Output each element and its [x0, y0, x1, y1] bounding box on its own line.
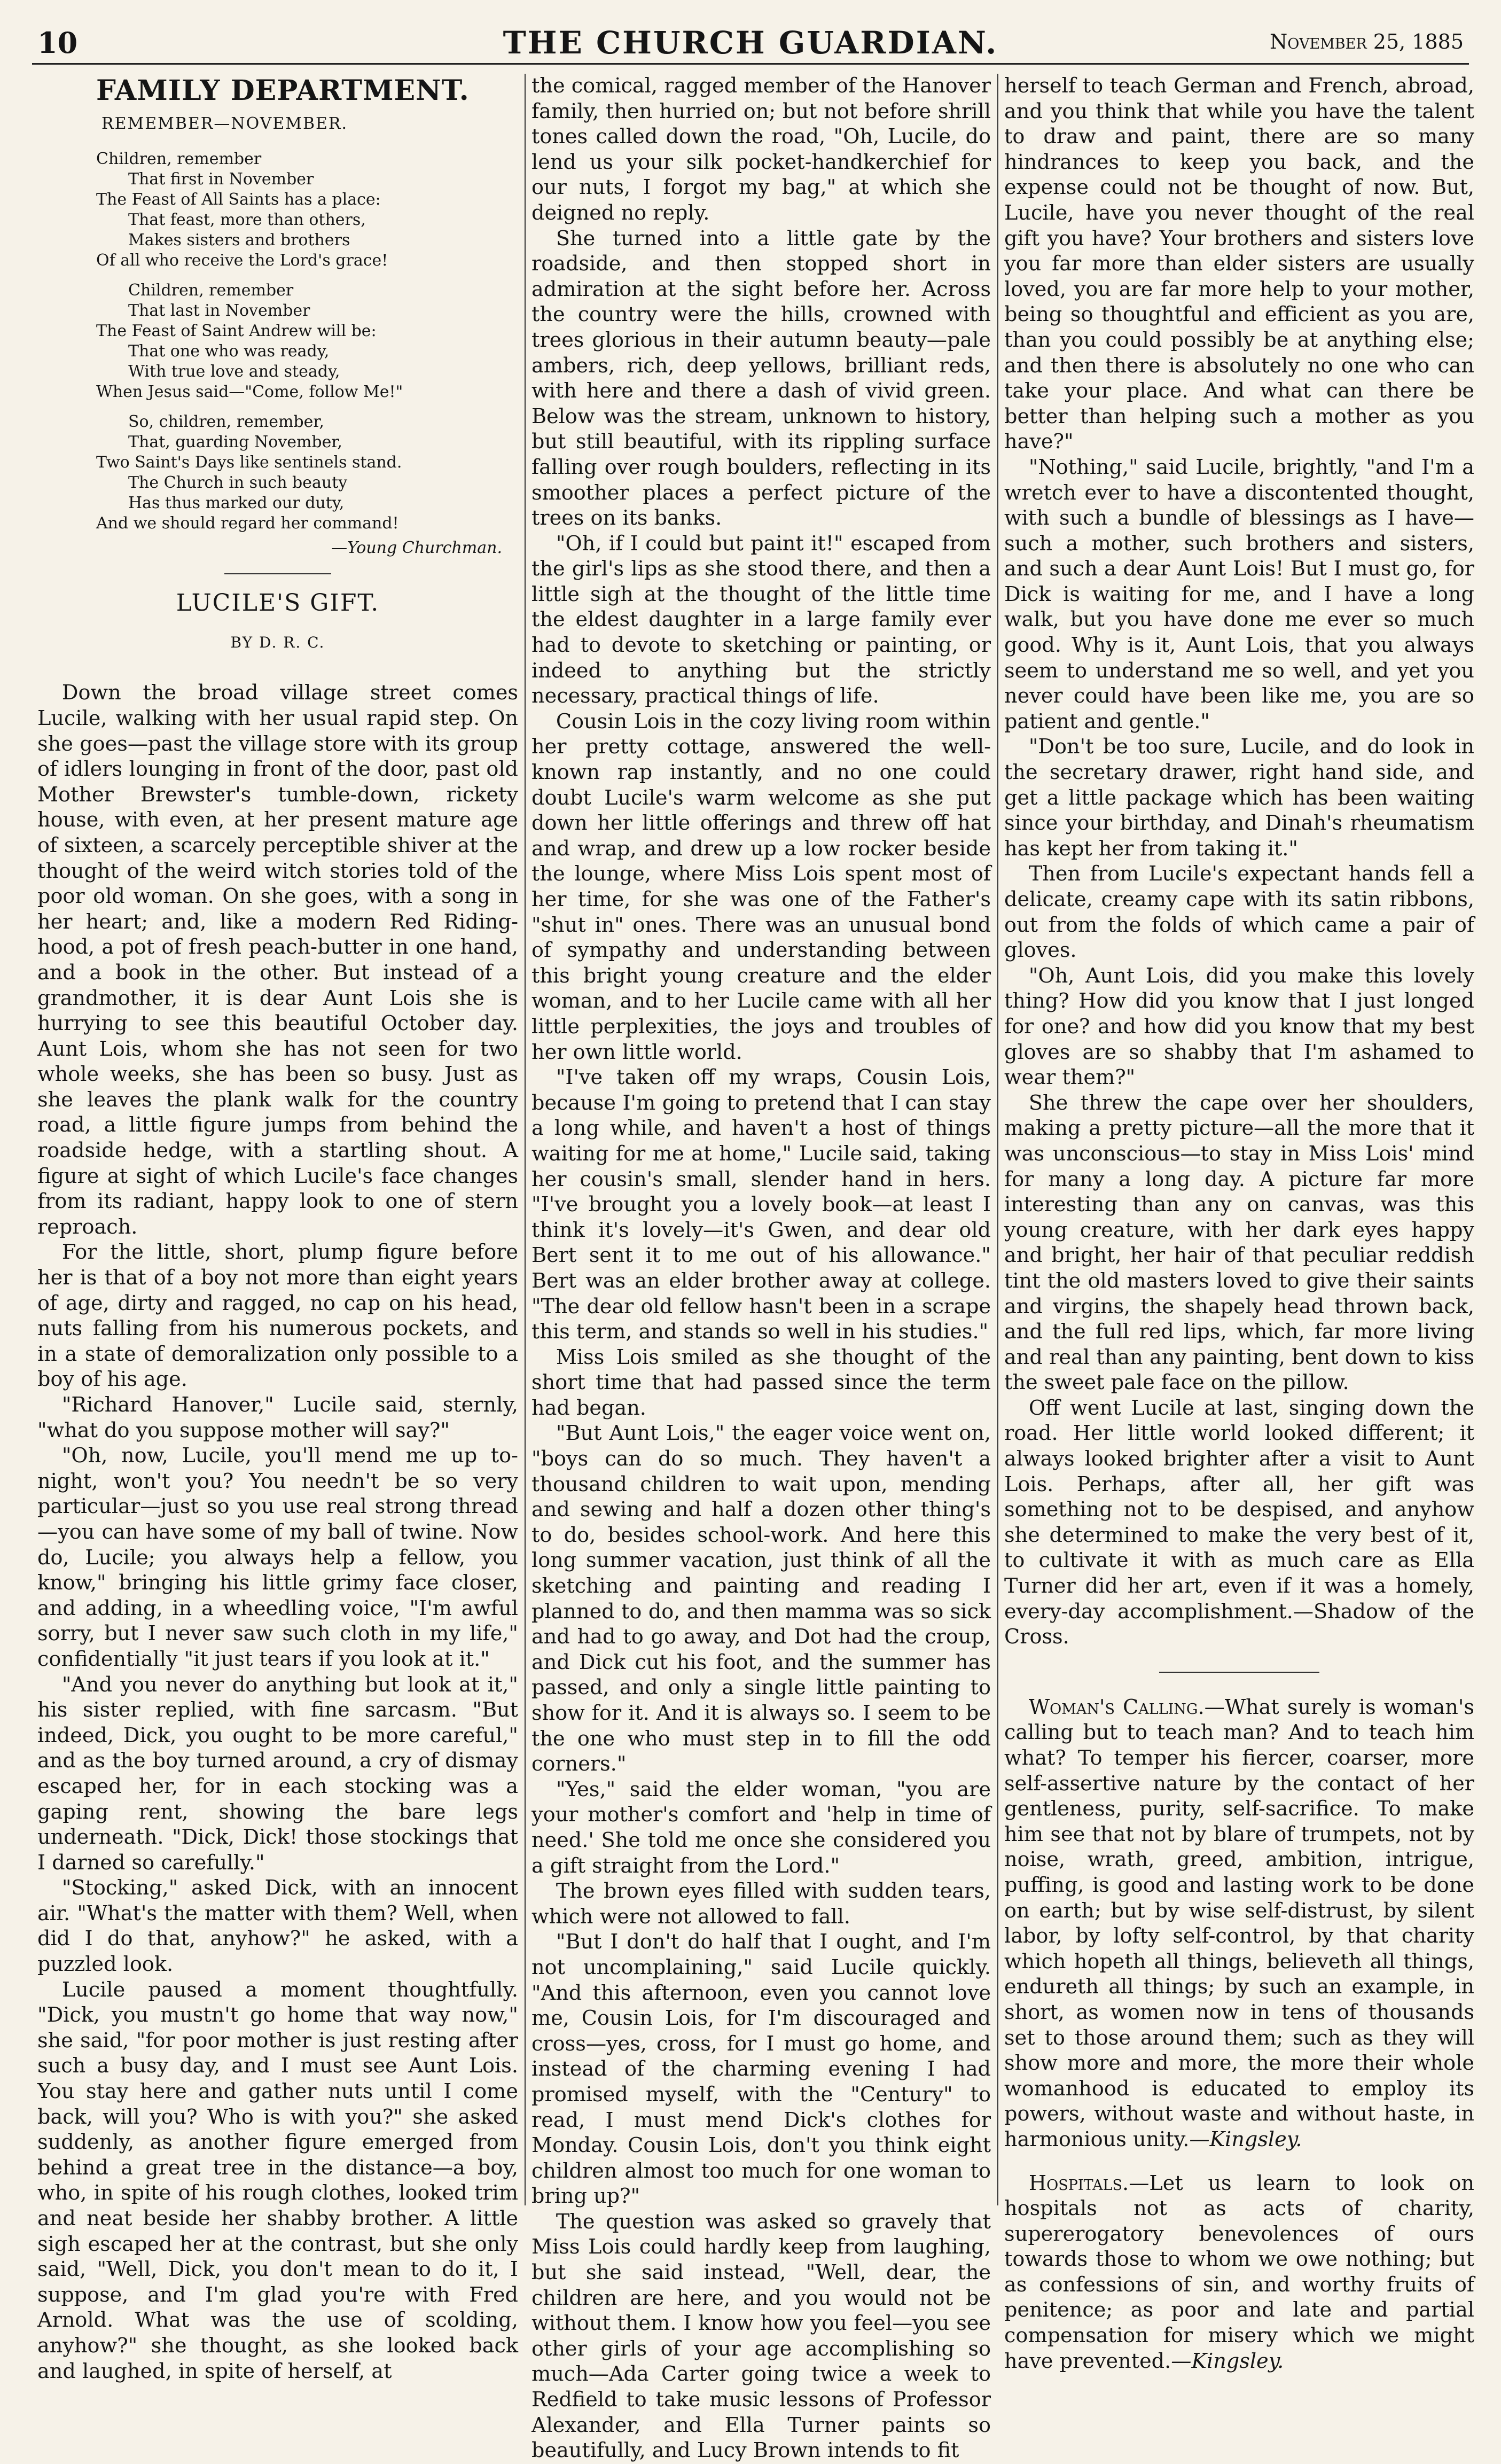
paragraph: "And you never do anything but look at it," his sister replied, with fine sarcasm. "But indeed, Dick, you ought to be more careful," and as the boy turned around, a cry of dismay escaped her, for in each stocking was a gaping rent, showing the bare legs underneath. "Dick, Dick! those stockings that I darned so carefully." [37, 1673, 518, 1875]
poem-line: The Feast of All Saints has a place: [96, 190, 381, 209]
poem-line: That, guarding November, [128, 433, 342, 452]
poem-line: Children, remember [128, 281, 294, 300]
paragraph: herself to teach German and French, abroad, and you think that while you have the talent to draw and paint, there are so many hindrances to keep you back, and the expense could not be thought of now. But, Lucile, have you never thought of the real gift you have? Your brothers and sisters love you far more than elder sisters are usually loved, you are far more help to your mother, being so thoughtful and efficient as you are, than you could possibly be at anything else; and then there is absolutely no one who can take your place. And what can there be better than helping such a mother as you have?" [1004, 74, 1474, 454]
column-3 [1004, 74, 1474, 2373]
womans-calling-paragraph [1004, 1695, 1474, 2153]
paragraph: "Oh, Aunt Lois, did you make this lovely thing? How did you know that I just longed for one? and how did you know that my best gloves are so shabby that I'm ashamed to wear them?" [1004, 964, 1474, 1090]
poem-title: REMEMBER—NOVEMBER. [101, 114, 348, 133]
item-source: —Kingsley. [1171, 2349, 1284, 2373]
story-title: LUCILE'S GIFT. [176, 589, 380, 617]
column-1 [37, 74, 518, 2383]
item-lead: Woman's Calling. [1028, 1695, 1205, 1719]
section-heading: FAMILY DEPARTMENT. [96, 74, 470, 107]
paragraph: For the little, short, plump figure before her is that of a boy not more than eight years of age, dirty and ragged, no cap on his head, nuts falling from his numerous pockets, and in a state of demoralization only possible to a boy of his age. [37, 1241, 518, 1392]
issue-date: November 25, 1885 [1270, 30, 1464, 53]
paragraph: "Oh, now, Lucile, you'll mend me up to-night, won't you? You needn't be so very particular—just so you use real strong thread—you can have some of my ball of twine. Now do, Lucile; you always help a fellow, you know," bringing his little grimy face closer, and adding, in a wheedling voice, "I'm awful sorry, but I never saw such cloth in my life," confidentially "it just tears if you look at it." [37, 1444, 518, 1671]
poem-line: That last in November [128, 301, 310, 321]
paragraph: "Stocking," asked Dick, with an innocent air. "What's the matter with them? Well, when did I do that, anyhow?" he asked, with a puzzled look. [37, 1876, 518, 1977]
paragraph: Lucile paused a moment thoughtfully. "Dick, you mustn't go home that way now," she said, "for poor mother is just resting after such a busy day, and I must see Aunt Lois. You stay here and gather nuts until I come back, will you? Who is with you?" she asked suddenly, as another figure emerged from behind a great tree in the distance—a boy, who, in spite of his rough clothes, looked trim and neat beside her shabby brother. A little sigh escaped her at the contrast, but she only said, "Well, Dick, you don't mean to do it, I suppose, and I'm glad you're with Fred Arnold. What was the use of scolding, anyhow?" she thought, as she looked back and laughed, in spite of herself, at [37, 1978, 518, 2383]
column-2 [531, 74, 991, 2463]
hospitals-paragraph [1004, 2171, 1474, 2375]
poem-line: When Jesus said—"Come, follow Me!" [96, 383, 403, 402]
section-divider [224, 573, 331, 574]
poem-line: The Feast of Saint Andrew will be: [96, 322, 377, 341]
paragraph: Off went Lucile at last, singing down the road. Her little world looked different; it always looked brighter after a visit to Aunt Lois. Perhaps, after all, her gift was something not to be despised, and anyhow she determined to make the very best of it, to cultivate it with as much care as Ella Turner did her art, even if it was a homely, every-day accomplishment.—Shadow of the Cross. [1004, 1396, 1474, 1649]
item-source: —Kingsley. [1189, 2127, 1302, 2151]
poem-line: Of all who receive the Lord's grace! [96, 251, 388, 270]
masthead [32, 15, 1469, 65]
paragraph: Miss Lois smiled as she thought of the short time that had passed since the term had began. [531, 1345, 991, 1420]
paragraph: She turned into a little gate by the roadside, and then stopped short in admiration at the sight before her. Across the country were the hills, crowned with trees glorious in their autumn beauty—pale ambers, rich, deep yellows, brilliant reds, with here and there a dash of vivid green. Below was the stream, unknown to history, but still beautiful, with its rippling surface falling over rough boulders, reflecting in its smoother places a perfect picture of the trees on its banks. [531, 227, 991, 531]
paragraph: She threw the cape over her shoulders, making a pretty picture—all the more that it was unconscious—to stay in Miss Lois' mind for many a long day. A picture far more interesting than any on canvas, was this young creature, with her dark eyes happy and bright, her hair of that peculiar reddish tint the old masters loved to give their saints and virgins, the shapely head thrown back, and the full red lips, which, far more living and real than any painting, bent down to kiss the sweet pale face on the pillow. [1004, 1091, 1474, 1395]
paragraph: The question was asked so gravely that Miss Lois could hardly keep from laughing, but she said instead, "Well, dear, the children are here, and you would not be without them. I know how you feel—you see other girls of your age accomplishing so much—Ada Carter going twice a week to Redfield to take music lessons of Professor Alexander, and Ella Turner paints so beautifully, and Lucy Brown intends to fit [531, 2210, 991, 2463]
story-byline: BY D. R. C. [230, 633, 325, 651]
page-number: 10 [37, 26, 78, 60]
paragraph: "But Aunt Lois," the eager voice went on, "boys can do so much. They haven't a thousand children to wait upon, mending and sewing and half a dozen other thing's to do, besides school-work. And here this long summer vacation, just think of all the sketching and painting and reading I planned to do, and then mamma was so sick and had to go away, and Dot had the croup, and Dick cut his foot, and the summer has passed, and only a single little painting to show for it. And it is always so. I seem to be the one who must step in to fill the odd corners." [531, 1422, 991, 1776]
paragraph: "Nothing," said Lucile, brightly, "and I'm a wretch ever to have a discontented thought, with such a bundle of blessings as I have—such a mother, such brothers and sisters, and such a dear Aunt Lois! But I must go, for Dick is waiting for me, and I have a long walk, but you have done me ever so much good. Why is it, Aunt Lois, that you always seem to understand me so well, and yet you never could have been like me, you are so patient and gentle." [1004, 455, 1474, 734]
poem-line: With true love and steady, [128, 362, 340, 381]
column-divider [997, 74, 998, 2205]
paragraph: The brown eyes filled with sudden tears, which were not allowed to fall. [531, 1880, 991, 1929]
column-divider [525, 74, 526, 2205]
paragraph: "Don't be too sure, Lucile, and do look in the secretary drawer, right hand side, and get a little package which has been waiting since your birthday, and Dinah's rheumatism has kept her from taking it." [1004, 735, 1474, 861]
poem-line: Has thus marked our duty, [128, 494, 345, 513]
item-text: —Let us learn to look on hospitals not as acts of charity, supererogatory benevolences of ours towards those to whom we owe nothing; but as confessions of sin, and worthy fruits of penitence; as poor and late and partial compensation for misery which we might have prevented. [1004, 2171, 1474, 2373]
paragraph: Down the broad village street comes Lucile, walking with her usual rapid step. On she goes—past the village store with its group of idlers lounging in front of the door, past old Mother Brewster's tumble-down, rickety house, with even, at her present mature age of sixteen, a scarcely perceptible shiver at the thought of the weird witch stories told of the poor old woman. On she goes, with a song in her heart; and, like a modern Red Riding-hood, a pot of fresh peach-butter in one hand, and a book in the other. But instead of a grandmother, it is dear Aunt Lois she is hurrying to see this beautiful October day. Aunt Lois, whom she has not seen for two whole weeks, she has been so busy. Just as she leaves the plank walk for the country road, a little figure jumps from behind the roadside hedge, with a startling shout. A figure at sight of which Lucile's face changes from its radiant, happy look to one of stern reproach. [37, 681, 518, 1239]
poem-line: Makes sisters and brothers [128, 231, 350, 250]
poem-line: So, children, remember, [128, 412, 324, 432]
paragraph: "Yes," said the elder woman, "you are your mother's comfort and 'help in time of need.' She told me once she considered you a gift straight from the Lord." [531, 1777, 991, 1878]
item-lead: Hospitals. [1028, 2171, 1129, 2195]
poem-line: That feast, more than others, [128, 210, 366, 230]
poem-line: That one who was ready, [128, 342, 330, 361]
paragraph: the comical, ragged member of the Hanover family, then hurried on; but not before shrill tones called down the road, "Oh, Lucile, do lend us your silk pocket-handkerchief for our nuts, I forgot my bag," at which she deigned no reply. [531, 74, 991, 225]
poem [96, 149, 518, 558]
poem-signature: —Young Churchman. [331, 539, 502, 558]
paragraph: "I've taken off my wraps, Cousin Lois, because I'm going to pretend that I can stay a long while, and haven't a host of things waiting for me at home," Lucile said, taking her cousin's small, slender hand in hers. "I've brought you a lovely book—at least I think it's lovely—it's Gwen, and dear old Bert sent it to me out of his allowance." Bert was an elder brother away at college. "The dear old fellow hasn't been in a scrape this term, and stands so well in his studies." [531, 1066, 991, 1344]
poem-line: That first in November [128, 170, 314, 189]
paragraph: "Richard Hanover," Lucile said, sternly, "what do you suppose mother will say?" [37, 1393, 518, 1442]
poem-line: The Church in such beauty [128, 473, 348, 493]
paragraph: Then from Lucile's expectant hands fell a delicate, creamy cape with its satin ribbons, out from the folds of which came a pair of gloves. [1004, 862, 1474, 963]
newspaper-title: THE CHURCH GUARDIAN. [503, 25, 998, 61]
item-text: —What surely is woman's calling but to teach man? And to teach him what? To temper his fiercer, coarser, more self-assertive nature by the contact of her gentleness, purity, self-sacrifice. To make him see that not by blare of trumpets, not by noise, wrath, greed, ambition, intrigue, puffing, is good and lasting work to be done on earth; but by wise self-distrust, by silent labor, by lofty self-control, by that charity which hopeth all things, believeth all things, endureth all things; by such an example, in short, as women now in tens of thousands set to those around them; such as they will show more and more, the more their whole womanhood is educated to employ its powers, without waste and without haste, in harmonious unity. [1004, 1695, 1474, 2151]
paragraph: "But I don't do half that I ought, and I'm not uncomplaining," said Lucile quickly. "And this afternoon, even you cannot love me, Cousin Lois, for I'm discouraged and cross—yes, cross, for I must go home, and instead of the charming evening I had promised myself, with the "Century" to read, I must mend Dick's clothes for Monday. Cousin Lois, don't you think eight children almost too much for one woman to bring up?" [531, 1930, 991, 2209]
paragraph: Cousin Lois in the cozy living room within her pretty cottage, answered the well-known rap instantly, and no one could doubt Lucile's warm welcome as she put down her little offerings and threw off hat and wrap, and drew up a low rocker beside the lounge, where Miss Lois spent most of her time, for she was one of the Father's "shut in" ones. There was an unusual bond of sympathy and understanding between this bright young creature and the elder woman, and to her Lucile came with all her little perplexities, the joys and troubles of her own little world. [531, 709, 991, 1064]
poem-line: Two Saint's Days like sentinels stand. [96, 453, 402, 472]
section-divider [1159, 1672, 1319, 1673]
paragraph: "Oh, if I could but paint it!" escaped from the girl's lips as she stood there, and then a little sigh at the thought of the little time the eldest daughter in a large family ever had to devote to sketching or painting, or indeed to anything but the strictly necessary, practical things of life. [531, 532, 991, 708]
poem-line: Children, remember [96, 150, 262, 169]
poem-line: And we should regard her command! [96, 514, 399, 533]
